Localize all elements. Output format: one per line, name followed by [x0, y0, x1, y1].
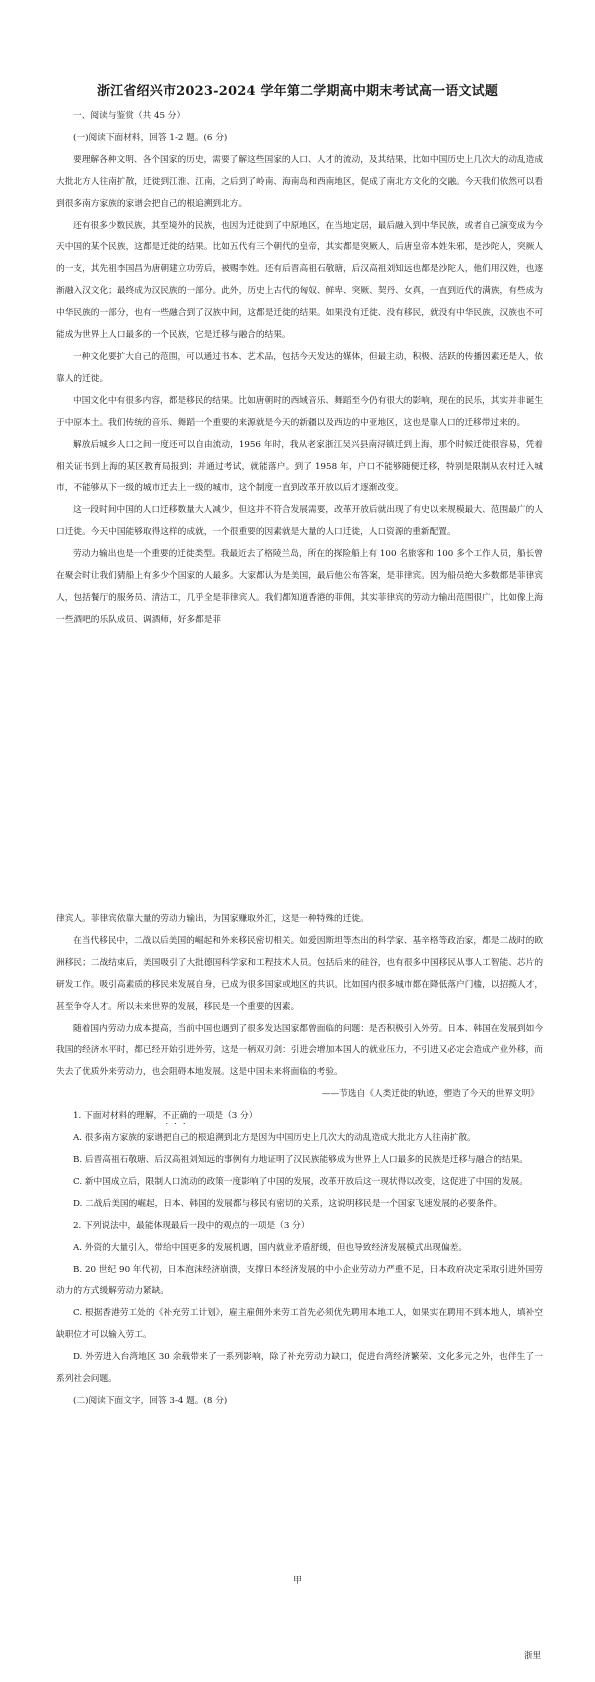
part-instruction: (一)阅读下面材料，回答 1-2 题。(6 分) [73, 132, 228, 143]
page-title: 浙江省绍兴市2023-2024 学年第二学期高中期末考试高一语文试题 [96, 84, 499, 99]
footer-text: 浙里 [523, 1651, 541, 1661]
question-2-option-c: C. 根据香港劳工处的《补充劳工计划》，雇主雇佣外来劳工首先必须优先聘用本地工人，如果实在聘用不到本地人，填补空缺职位才可以输入劳工。 [56, 1308, 543, 1341]
paragraph: 这一段时间中国的人口迁移数量大人减少，但这并不符合发展需要，改革开放后就出现了有史以来规模最大、范围最广的人口迁徙。今天中国能够取得这样的成就，一个很重要的因素就是大量的人口迁徙，人口资源的重新配置。 [56, 505, 543, 538]
paragraph: 随着国内劳动力成本提高，当前中国也遇到了很多发达国家都曾面临的问题：是否积极引入外劳。日本、韩国在发展到如今我国的经济水平时，都已经开始引进外劳，这是一柄双刃剑：引进会增加本国人的就业压力，不引进又必定会造成产业外移，而失去了优质外来劳动力，也会阻碍本地发展。这是中国未来将面临的考验。 [56, 1023, 543, 1078]
passage-label: 甲 [292, 1576, 302, 1586]
paragraph: 律宾人。菲律宾依靠大量的劳动力输出，为国家赚取外汇，这是一种特殊的迁徙。 [56, 914, 369, 924]
question-1-option-a: A. 很多南方家族的家谱把自己的根追溯到北方是因为中国历史上几次大的动乱造成大批北方人往南扩散。 [73, 1133, 476, 1144]
paragraph: 中国文化中有很多内容，都是移民的结果。比如唐朝时的西域音乐、舞蹈至今仍有很大的影响，现在的民乐，其实并非诞生于中原本土。我们传统的音乐、舞蹈一个重要的来源就是今天的新疆以及西边的中亚地区，这也是靠人口的迁移带过来的。 [56, 395, 543, 428]
question-2-option-d: D. 外劳进入台湾地区 30 余载带来了一系列影响，除了补充劳动力缺口，促进台湾经济繁荣、文化多元之外，也伴生了一系列社会问题。 [56, 1352, 543, 1385]
paragraph: 在当代移民中，二战以后美国的崛起和外来移民密切相关。如爱因斯坦等杰出的科学家、基辛格等政治家，都是二战时的欧洲移民；二战结束后，美国吸引了大批德国科学家和工程技术人员。包括后来的硅谷，也有很多中国移民从事人工智能、芯片的研发工作。吸引高素质的移民来发展自身，已成为很多国家或地区的共识。比如国内很多城市都在降低落户门槛，以招揽人才，甚至争夺人才。所以未来世界的发展，移民是一个重要的因素。 [56, 935, 543, 1012]
question-2-option-b: B. 20 世纪 90 年代初，日本泡沫经济崩溃，支撑日本经济发展的中小企业劳动力严重不足，日本政府决定采取引进外国劳动力的方式缓解劳动力紧缺。 [56, 1264, 543, 1297]
section-heading: 一、阅读与鉴赏（共 45 分） [73, 111, 186, 121]
paragraph: 一种文化要扩大自己的范围，可以通过书本、艺术品，包括今天发达的媒体，但最主动，积极、活跃的传播因素还是人，依靠人的迁徙。 [56, 351, 543, 384]
question-1-stem: 1. 下面对材料的理解，不正确的一项是（3 分） [73, 1111, 258, 1122]
emphasis-text: 不正确 [162, 1111, 189, 1122]
question-2-stem: 2. 下列说法中，最能体现最后一段中的观点的一项是（3 分） [73, 1220, 310, 1231]
paragraph: 要理解各种文明、各个国家的历史，需要了解这些国家的人口、人才的流动，及其结果，比如中国历史上几次大的动乱造成大批北方人往南扩散，迁徙到江淮、江南，之后到了岭南、海南岛和西南地区，促成了南北方文化的交融。今天我们依然可以看到很多南方家族的家谱会把自己的根追溯到北方。 [56, 154, 543, 209]
passage-bottom [56, 909, 543, 1413]
passage-top [56, 106, 543, 632]
paragraph: 解放后城乡人口之间一度还可以自由流动，1956 年时，我从老家浙江吴兴县南浔镇迁到上海，那个时候迁徙很容易，凭着相关证书到上海的某区教育局报到；并通过考试，就能落户。到了 1958 年，户口不能够随便迁移，特别是限制从农村迁入城市，不能够从下一级的城市迁去上一级的城市，这个制度一直到改革开放以后才逐渐改变。 [56, 439, 543, 494]
question-1-option-b: B. 后晋高祖石敬瑭、后汉高祖刘知远的事例有力地证明了汉民族能够成为世界上人口最多的民族是迁移与融合的结果。 [73, 1154, 528, 1165]
question-1-option-c: C. 新中国成立后，限制人口流动的政策一度影响了中国的发展，改革开放后这一现状得以改变，这促进了中国的发展。 [73, 1176, 528, 1187]
source-citation: ——节选自《人类迁徙的轨迹，塑造了今天的世界文明》 [321, 1089, 539, 1100]
paragraph: 劳动力输出也是一个重要的迁徙类型。我最近去了格陵兰岛，所在的探险船上有 100 名旅客和 100 多个工作人员，船长曾在聚会时让我们猜船上有多少个国家的人最多。大家都认为是美国，最后他公布答案，是菲律宾。因为船员绝大多数都是菲律宾人，包括餐厅的服务员、清洁工，几乎全是菲律宾人。我们都知道香港的菲佣，其实菲律宾的劳动力输出范围很广，比如像上海一些酒吧的乐队成员、调酒师，好多都是菲 [56, 549, 543, 625]
part-instruction: (二)阅读下面文字，回答 3-4 题。(8 分) [73, 1395, 228, 1406]
question-1-option-d: D. 二战后美国的崛起，日本、韩国的发展都与移民有密切的关系，这说明移民是一个国家飞速发展的必要条件。 [73, 1198, 503, 1209]
question-2-option-a: A. 外资的大量引入，带给中国更多的发展机遇，国内就业矛盾舒缓，但也导致经济发展模式出现偏差。 [73, 1242, 468, 1253]
paragraph: 还有很多少数民族，其至境外的民族，也因为迁徙到了中原地区，在当地定居，最后融入到中华民族，或者自己演变成为今天中国的某个民族，这都是迁徙的结果。比如五代有三个朝代的皇帝，其实都是突厥人，后唐皇帝本姓朱邪，是沙陀人，突厥人的一支，其先祖李国昌为唐朝建立功劳后，被赐李姓。还有后晋高祖石敬瑭，后汉高祖刘知远也都是沙陀人，他们用汉姓，也逐渐融入汉文化；最终成为汉民族的一部分。此外，历史上古代的匈奴、鲜卑、突厥、契丹、女真，一直到近代的满族，有些成为中华民族的一部分，也有一些融合到了汉族中间，这都是迁徙的结果。如果没有迁徙、没有移民，就没有中华民族，汉族也不可能成为世界上人口最多的一个民族，它是迁移与融合的结果。 [56, 220, 543, 341]
